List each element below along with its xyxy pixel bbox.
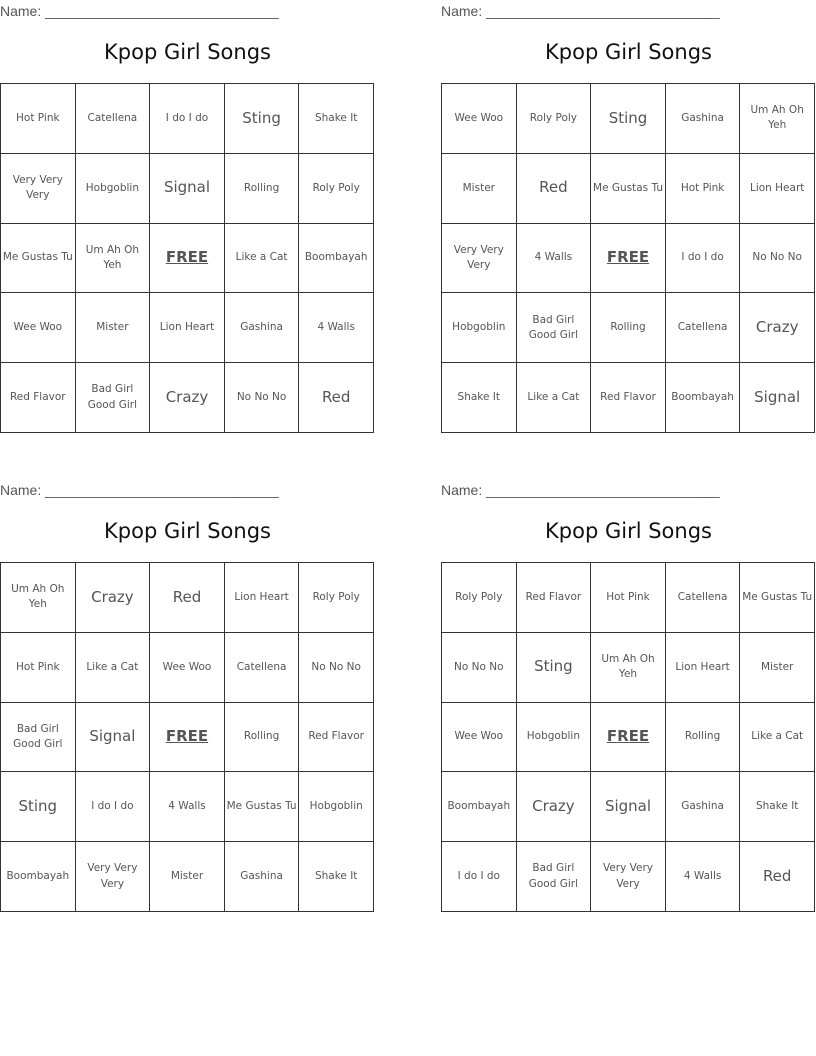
free-cell: FREE	[591, 224, 666, 294]
bingo-cell: Mister	[442, 154, 517, 224]
bingo-cell: Hobgoblin	[299, 772, 374, 842]
bingo-cell: Signal	[591, 772, 666, 842]
bingo-cell: Wee Woo	[442, 703, 517, 773]
bingo-card-3	[0, 479, 375, 914]
bingo-cell: Like a Cat	[740, 703, 815, 773]
name-field[interactable]: Name: ______________________________	[441, 3, 720, 19]
bingo-cell: Sting	[517, 633, 592, 703]
bingo-cell: Very Very Very	[76, 842, 151, 912]
bingo-cell: I do I do	[666, 224, 741, 294]
bingo-cell: Hobgoblin	[442, 293, 517, 363]
free-cell: FREE	[150, 224, 225, 294]
bingo-card-1	[0, 0, 375, 435]
bingo-cell: Like a Cat	[76, 633, 151, 703]
bingo-cell: No No No	[740, 224, 815, 294]
bingo-cell: Very Very Very	[1, 154, 76, 224]
bingo-cell: Gashina	[666, 772, 741, 842]
bingo-cell: Mister	[150, 842, 225, 912]
bingo-cell: Very Very Very	[591, 842, 666, 912]
bingo-cell: 4 Walls	[299, 293, 374, 363]
bingo-cell: Roly Poly	[299, 563, 374, 633]
bingo-cell: Hot Pink	[1, 633, 76, 703]
bingo-cell: 4 Walls	[517, 224, 592, 294]
bingo-cell: Mister	[76, 293, 151, 363]
bingo-cell: Me Gustas Tu	[1, 224, 76, 294]
bingo-cell: Gashina	[225, 293, 300, 363]
bingo-cell: Crazy	[740, 293, 815, 363]
bingo-cell: Bad Girl Good Girl	[517, 842, 592, 912]
bingo-cell: Me Gustas Tu	[591, 154, 666, 224]
bingo-cell: Hobgoblin	[76, 154, 151, 224]
bingo-cell: Mister	[740, 633, 815, 703]
bingo-cell: Hobgoblin	[517, 703, 592, 773]
card-title: Kpop Girl Songs	[545, 519, 712, 543]
bingo-cell: Catellena	[225, 633, 300, 703]
bingo-cell: Roly Poly	[442, 563, 517, 633]
bingo-cell: Catellena	[666, 293, 741, 363]
bingo-cell: Wee Woo	[150, 633, 225, 703]
bingo-cell: Um Ah Oh Yeh	[591, 633, 666, 703]
bingo-cell: Red Flavor	[517, 563, 592, 633]
bingo-cell: Um Ah Oh Yeh	[1, 563, 76, 633]
bingo-cell: I do I do	[76, 772, 151, 842]
bingo-cell: Sting	[1, 772, 76, 842]
bingo-cell: Me Gustas Tu	[225, 772, 300, 842]
bingo-cell: Bad Girl Good Girl	[76, 363, 151, 433]
bingo-cell: Boombayah	[442, 772, 517, 842]
bingo-cell: Red	[299, 363, 374, 433]
bingo-cell: Red Flavor	[1, 363, 76, 433]
bingo-cell: Rolling	[591, 293, 666, 363]
bingo-cell: Shake It	[299, 84, 374, 154]
bingo-cell: Boombayah	[299, 224, 374, 294]
bingo-cell: Bad Girl Good Girl	[517, 293, 592, 363]
bingo-cell: Rolling	[225, 703, 300, 773]
bingo-cell: Red	[150, 563, 225, 633]
bingo-cell: Rolling	[666, 703, 741, 773]
bingo-cell: No No No	[299, 633, 374, 703]
bingo-cell: Gashina	[666, 84, 741, 154]
bingo-cell: Hot Pink	[666, 154, 741, 224]
bingo-cell: I do I do	[150, 84, 225, 154]
card-title: Kpop Girl Songs	[104, 519, 271, 543]
name-field[interactable]: Name: ______________________________	[0, 3, 279, 19]
bingo-grid	[0, 83, 374, 433]
bingo-cell: Wee Woo	[442, 84, 517, 154]
bingo-cell: Very Very Very	[442, 224, 517, 294]
bingo-cell: Shake It	[740, 772, 815, 842]
bingo-cell: No No No	[442, 633, 517, 703]
bingo-cell: Crazy	[76, 563, 151, 633]
bingo-cell: Red Flavor	[299, 703, 374, 773]
free-cell: FREE	[591, 703, 666, 773]
bingo-grid	[441, 562, 815, 912]
bingo-card-2	[441, 0, 816, 435]
bingo-cell: I do I do	[442, 842, 517, 912]
bingo-cell: Um Ah Oh Yeh	[76, 224, 151, 294]
bingo-cell: Crazy	[150, 363, 225, 433]
bingo-cell: Signal	[76, 703, 151, 773]
bingo-cell: Hot Pink	[1, 84, 76, 154]
bingo-cell: Lion Heart	[740, 154, 815, 224]
bingo-card-4	[441, 479, 816, 914]
bingo-grid	[441, 83, 815, 433]
bingo-cell: Red	[517, 154, 592, 224]
bingo-cell: Crazy	[517, 772, 592, 842]
bingo-cell: Like a Cat	[225, 224, 300, 294]
bingo-cell: 4 Walls	[666, 842, 741, 912]
bingo-cell: Sting	[225, 84, 300, 154]
bingo-cell: Bad Girl Good Girl	[1, 703, 76, 773]
bingo-cell: Rolling	[225, 154, 300, 224]
bingo-cell: Red	[740, 842, 815, 912]
bingo-cell: Boombayah	[1, 842, 76, 912]
bingo-cell: Sting	[591, 84, 666, 154]
name-field[interactable]: Name: ______________________________	[0, 482, 279, 498]
bingo-cell: Shake It	[299, 842, 374, 912]
bingo-cell: Lion Heart	[150, 293, 225, 363]
card-title: Kpop Girl Songs	[104, 40, 271, 64]
bingo-cell: Catellena	[666, 563, 741, 633]
bingo-cell: Wee Woo	[1, 293, 76, 363]
free-cell: FREE	[150, 703, 225, 773]
bingo-cell: Boombayah	[666, 363, 741, 433]
bingo-cell: Signal	[150, 154, 225, 224]
bingo-cell: No No No	[225, 363, 300, 433]
bingo-cell: Hot Pink	[591, 563, 666, 633]
bingo-cell: Lion Heart	[666, 633, 741, 703]
bingo-cell: Like a Cat	[517, 363, 592, 433]
bingo-cell: Roly Poly	[517, 84, 592, 154]
bingo-cell: Signal	[740, 363, 815, 433]
name-field[interactable]: Name: ______________________________	[441, 482, 720, 498]
card-title: Kpop Girl Songs	[545, 40, 712, 64]
bingo-cell: Red Flavor	[591, 363, 666, 433]
bingo-cell: Catellena	[76, 84, 151, 154]
bingo-cell: 4 Walls	[150, 772, 225, 842]
bingo-grid	[0, 562, 374, 912]
bingo-cell: Gashina	[225, 842, 300, 912]
bingo-cell: Me Gustas Tu	[740, 563, 815, 633]
bingo-cell: Roly Poly	[299, 154, 374, 224]
bingo-cell: Um Ah Oh Yeh	[740, 84, 815, 154]
bingo-cell: Shake It	[442, 363, 517, 433]
bingo-cell: Lion Heart	[225, 563, 300, 633]
